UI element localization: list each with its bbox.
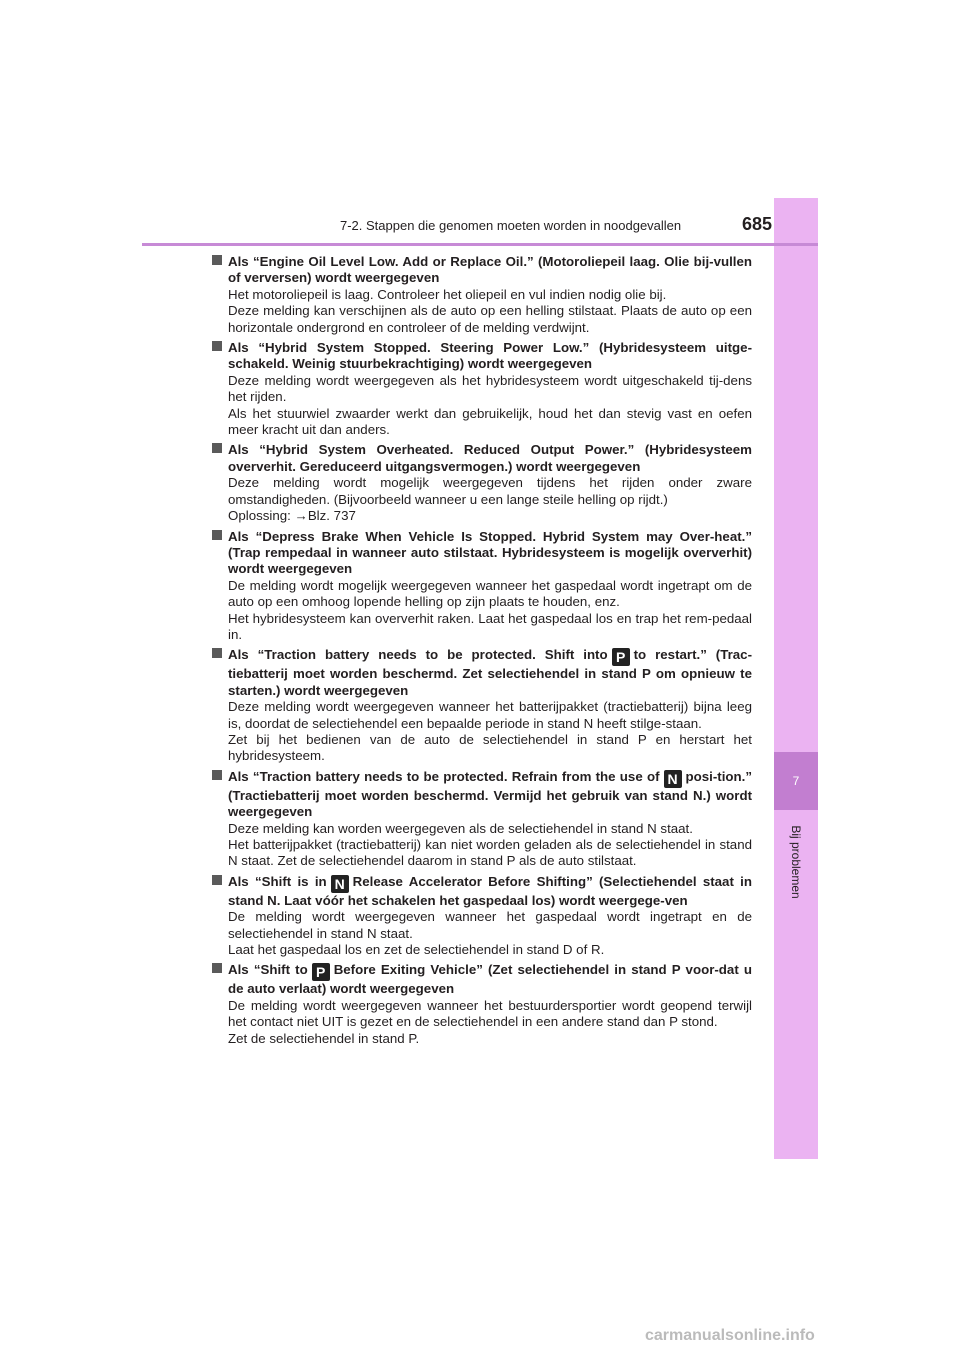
gear-p-icon: P [612, 648, 630, 666]
heading-part: to restart.” (Trac-tiebatterij moet worden beschermd. Zet selectiehendel in stand P om opnieuw te starten.) wordt weergegeven [228, 647, 752, 698]
header-rule [142, 243, 818, 246]
message-item [212, 769, 752, 870]
message-item [212, 254, 752, 336]
message-text: Deze melding wordt weergegeven als het hybridesysteem wordt uitgeschakeld tij-dens het rijden. [228, 372, 752, 405]
chapter-title-vertical [786, 815, 806, 915]
heading-part: Als “Shift is in [228, 873, 327, 889]
chapter-title: Bij problemen [789, 825, 803, 899]
bullet-square-icon [212, 875, 222, 885]
heading-part: Release Accelerator Before Shifting” (Selectiehendel staat in stand N. Laat vóór het schakelen het gaspedaal los) wordt weergege-ven [228, 873, 752, 908]
message-heading [228, 962, 752, 997]
message-text: Het batterijpakket (tractiebatterij) kan niet worden geladen als de selectiehendel in stand N staat. Zet de selectiehendel daarom in stand P als de auto stilstaat. [228, 837, 752, 869]
heading-part: Als “Traction battery needs to be protected. Refrain from the use of [228, 768, 660, 784]
message-text: De melding wordt mogelijk weergegeven wanneer het gaspedaal wordt ingetrapt om de auto op een omhoog lopende helling op zijn plaats te houden, enz. [228, 577, 752, 610]
message-text: De melding wordt weergegeven wanneer het bestuurdersportier wordt geopend terwijl het contact niet UIT is gezet en de selectiehendel in een andere stand dan P stond. [228, 997, 752, 1030]
message-text: Deze melding kan worden weergegeven als de selectiehendel in stand N staat. [228, 820, 693, 836]
heading-part: Als “Traction battery needs to be protected. Shift into [228, 647, 608, 663]
heading-part: posi-tion.” (Tractiebatterij moet worden beschermd. Vermijd het gebruik van stand N.) wordt weergegeven [228, 768, 752, 820]
watermark-footer: carmanualsonline.info [645, 1327, 815, 1344]
heading-part: Before Exiting Vehicle” (Zet selectiehendel in stand P voor-dat u de auto verlaat) wordt weergegeven [228, 962, 752, 997]
chapter-number-tab: 7 [774, 752, 818, 810]
bullet-square-icon [212, 963, 222, 973]
message-text: De melding wordt weergegeven wanneer het gaspedaal wordt ingetrapt en de selectiehendel in stand N staat. [228, 909, 752, 941]
gear-p-icon: P [312, 963, 330, 981]
message-item [212, 962, 752, 1047]
message-text: Laat het gaspedaal los en zet de selectiehendel in stand D of R. [228, 942, 605, 958]
bullet-square-icon [212, 530, 222, 540]
message-heading [228, 874, 752, 909]
bullet-square-icon [212, 341, 222, 351]
gear-n-icon: N [331, 875, 349, 893]
side-tab [774, 198, 818, 1159]
message-heading: Als “Hybrid System Overheated. Reduced Output Power.” (Hybridesysteem oververhit. Gereduceerd uitgangsvermogen.) wordt weergegeven [228, 442, 752, 474]
message-heading: Als “Depress Brake When Vehicle Is Stopped. Hybrid System may Over-heat.” (Trap rempedaal in wanneer auto stilstaat. Hybridesysteem is mogelijk oververhit) wordt weergegeven [228, 528, 752, 577]
heading-part: Als “Shift to [228, 962, 308, 978]
bullet-square-icon [212, 648, 222, 658]
message-item [212, 340, 752, 438]
page-reference[interactable]: Oplossing: →Blz. 737 [228, 508, 356, 524]
message-text: Deze melding kan verschijnen als de auto op een helling stilstaat. Plaats de auto op een horizontale ondergrond en controleer of de melding verdwijnt. [228, 303, 752, 335]
message-item [212, 647, 752, 764]
message-heading: Als “Hybrid System Stopped. Steering Power Low.” (Hybridesysteem uitge-schakeld. Weinig stuurbekrachtiging) wordt weergegeven [228, 340, 752, 372]
page-number: 685 [742, 214, 773, 234]
section-title: 7-2. Stappen die genomen moeten worden in noodgevallen [340, 218, 682, 233]
message-text: Deze melding wordt mogelijk weergegeven tijdens het rijden onder zware omstandigheden. (Bijvoorbeeld wanneer u een lange steile helling op rijdt.) [228, 475, 752, 507]
message-text: Het motoroliepeil is laag. Controleer het oliepeil en vul indien nodig olie bij. [228, 286, 667, 302]
gear-n-icon: N [664, 770, 682, 788]
message-text: Deze melding wordt weergegeven wanneer het batterijpakket (tractiebatterij) bijna leeg is, doordat de selectiehendel een bepaalde periode in stand N heeft stilge-staan. [228, 699, 752, 731]
message-heading: Als “Engine Oil Level Low. Add or Replace Oil.” (Motoroliepeil laag. Olie bij-vullen of verversen) wordt weergegeven [228, 254, 752, 286]
message-text: Als het stuurwiel zwaarder werkt dan gebruikelijk, houd het dan stevig vast en oefen meer kracht uit dan anders. [228, 405, 752, 438]
content [212, 254, 752, 1051]
message-heading [228, 769, 752, 821]
message-item [212, 442, 752, 524]
message-text: Zet de selectiehendel in stand P. [228, 1030, 420, 1046]
message-text: Zet bij het bedienen van de auto de selectiehendel in stand P en herstart het hybridesysteem. [228, 731, 752, 764]
message-item [212, 529, 752, 644]
bullet-square-icon [212, 770, 222, 780]
message-text: Het hybridesysteem kan oververhit raken. Laat het gaspedaal los en trap het rem-pedaal in. [228, 610, 752, 642]
message-item [212, 874, 752, 959]
bullet-square-icon [212, 255, 222, 265]
message-heading [228, 647, 752, 699]
bullet-square-icon [212, 443, 222, 453]
